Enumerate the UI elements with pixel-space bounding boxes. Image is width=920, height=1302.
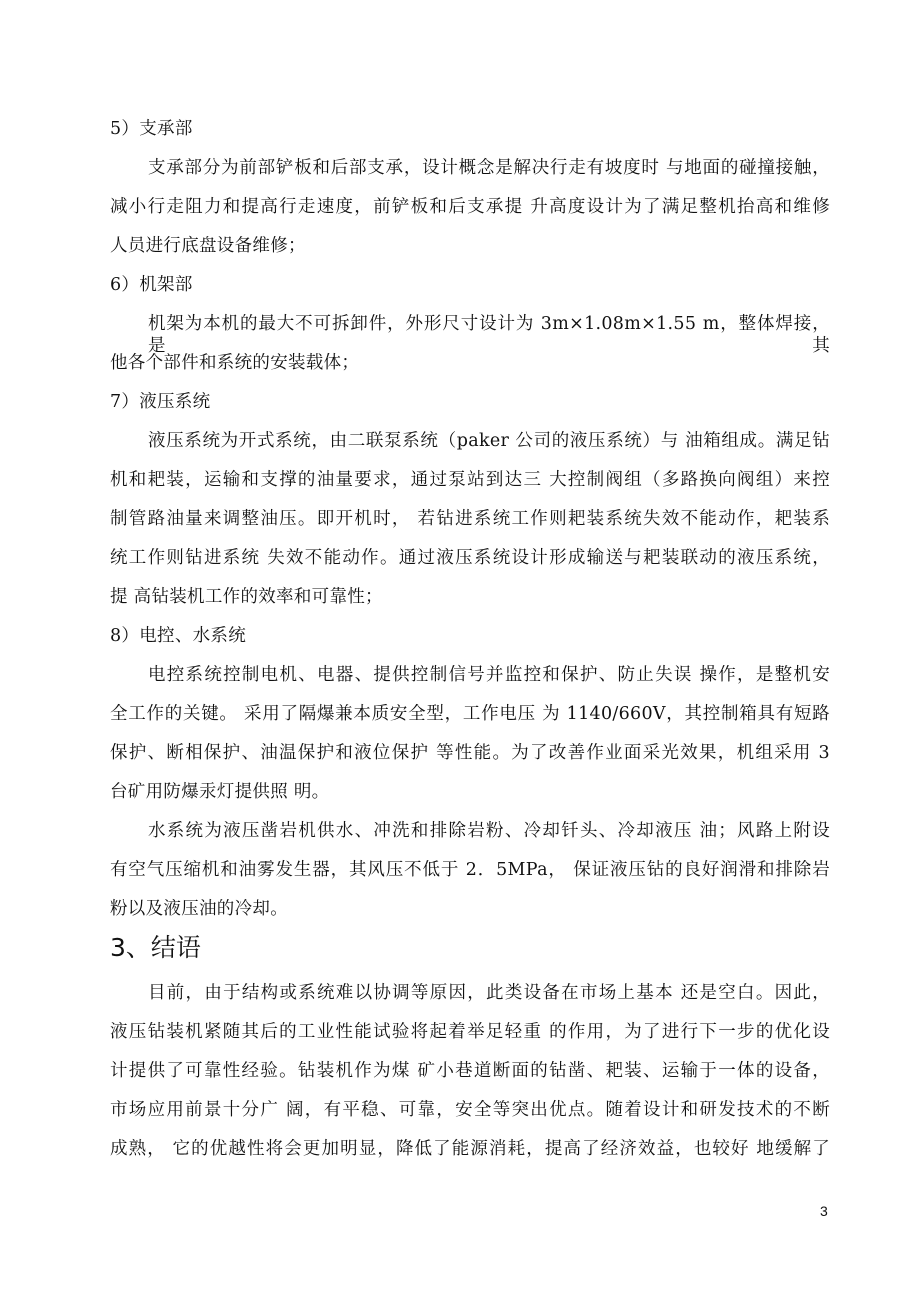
section-6-line-2: 他各个部件和系统的安装载体； xyxy=(110,353,360,373)
conclusion-line-1: 目前，由于结构或系统难以协调等原因，此类设备在市场上基本 还是空白。因此， xyxy=(148,983,830,1003)
section-5-line-3: 人员进行底盘设备维修； xyxy=(110,236,306,256)
section-6-line-1: 机架为本机的最大不可拆卸件，外形尺寸设计为 3m×1.08m×1.55 m，整体焊接，是其 xyxy=(148,314,830,356)
section-8-paragraph-1-line-1: 电控系统控制电机、电器、提供控制信号并监控和保护、防止失误 操作，是整机安 xyxy=(148,665,830,685)
section-5-line-1: 支承部分为前部铲板和后部支承，设计概念是解决行走有坡度时 与地面的碰撞接触， xyxy=(148,158,830,178)
conclusion-heading: 3、结语 xyxy=(110,933,201,962)
section-5-heading: 5）支承部 xyxy=(110,119,193,139)
section-8-heading: 8）电控、水系统 xyxy=(110,626,247,646)
document-page xyxy=(110,0,840,1302)
section-6-heading: 6）机架部 xyxy=(110,275,193,295)
conclusion-line-2: 液压钻装机紧随其后的工业性能试验将起着举足轻重 的作用，为了进行下一步的优化设 xyxy=(110,1022,830,1042)
section-8-paragraph-2-line-1: 水系统为液压凿岩机供水、冲洗和排除岩粉、冷却钎头、冷却液压 油；风路上附设 xyxy=(148,821,830,841)
section-8-paragraph-2-line-3: 粉以及液压油的冷却。 xyxy=(110,899,288,919)
section-7-heading: 7）液压系统 xyxy=(110,392,211,412)
page-number: 3 xyxy=(820,1203,828,1219)
section-7-line-3: 制管路油量来调整油压。即开机时， 若钻进系统工作则耙装系统失效不能动作，耙装系 xyxy=(110,509,830,529)
section-8-paragraph-1-line-2: 全工作的关键。 采用了隔爆兼本质安全型，工作电压 为 1140/660V，其控制箱具有短路 xyxy=(110,704,830,724)
section-5-line-2: 减小行走阻力和提高行走速度，前铲板和后支承提 升高度设计为了满足整机抬高和维修 xyxy=(110,197,830,217)
section-7-line-2: 机和耙装，运输和支撑的油量要求，通过泵站到达三 大控制阀组（多路换向阀组）来控 xyxy=(110,470,830,490)
section-7-line-5: 提 高钻装机工作的效率和可靠性； xyxy=(110,587,383,607)
section-7-line-1: 液压系统为开式系统，由二联泵系统（paker 公司的液压系统）与 油箱组成。满足钻 xyxy=(148,431,830,451)
conclusion-line-5: 成熟， 它的优越性将会更加明显，降低了能源消耗，提高了经济效益，也较好 地缓解了 xyxy=(110,1139,830,1159)
section-8-paragraph-1-line-4: 台矿用防爆汞灯提供照 明。 xyxy=(110,782,330,802)
conclusion-line-4: 市场应用前景十分广 阔，有平稳、可靠，安全等突出优点。随着设计和研发技术的不断 xyxy=(110,1100,830,1120)
section-8-paragraph-1-line-3: 保护、断相保护、油温保护和液位保护 等性能。为了改善作业面采光效果，机组采用 3 xyxy=(110,743,830,763)
conclusion-line-3: 计提供了可靠性经验。钻装机作为煤 矿小巷道断面的钻凿、耙装、运输于一体的设备， xyxy=(110,1061,830,1081)
section-8-paragraph-2-line-2: 有空气压缩机和油雾发生器，其风压不低于 2．5MPa， 保证液压钻的良好润滑和排除岩 xyxy=(110,860,830,880)
section-7-line-4: 统工作则钻进系统 失效不能动作。通过液压系统设计形成输送与耙装联动的液压系统， xyxy=(110,548,830,568)
